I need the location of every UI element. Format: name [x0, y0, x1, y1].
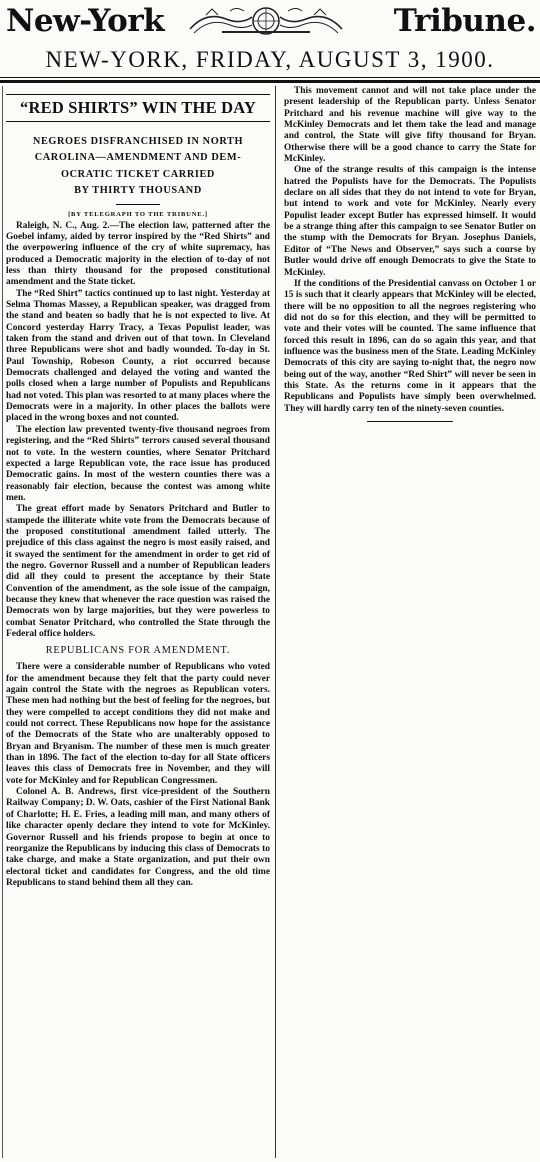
headline: “RED SHIRTS” WIN THE DAY — [6, 94, 270, 122]
deck-rule — [116, 204, 160, 205]
deck-line: NEGROES DISFRANCHISED IN NORTH — [32, 136, 244, 147]
rule-top-thin — [0, 77, 540, 78]
subhead: REPUBLICANS FOR AMENDMENT. — [45, 645, 231, 657]
masthead-name-left: New-York — [6, 3, 165, 39]
deck-line: CAROLINA—AMENDMENT AND DEM- — [34, 152, 242, 164]
masthead — [0, 0, 540, 44]
deck-line: OCRATIC TICKET CARRIED — [61, 168, 215, 180]
byline: [BY TELEGRAPH TO THE TRIBUNE.] — [68, 210, 208, 218]
rule-top-thick — [0, 80, 540, 83]
left-column — [6, 86, 270, 889]
paragraph: One of the strange results of this campaign is the intense hatred the Populists have for the Democrats. The Populists declare on all sides that they do not intend to vote for Bryan, but intend to work and vote for McKinley. Nearly every Populist leader except Butler has expressed himself. It would be a strange thing after this campaign to see Senator Butler on the stump with the Democrats for Bryan. Josephus Daniels, Editor of “The News and Observer,” says such a course by Butler would drive off enough Democrats to give the State to McKinley. — [284, 165, 536, 278]
dateline: NEW-YORK, FRIDAY, AUGUST 3, 1900. — [45, 47, 495, 72]
left-margin-rule — [2, 86, 3, 1158]
paragraph: If the conditions of the Presidential canvass on October 1 or 15 is such that it clearly appears that McKinley will be elected, there will be no opposition to all the negroes registering who did not do so for this election, and they will be permitted to vote and their votes will be counted. The same influence that forced this result in 1896, can do so again this year, and that influence was the business men of the State. Leading McKinley Democrats of this city are saying to-night that, the negro now being out of the way, another “Red Shirt” will never be seen in this State. As the returns come in it appears that the Republicans and Populists have simply been overwhelmed. They will hardly carry ten of the ninety-seven counties. — [284, 278, 536, 414]
right-column — [284, 86, 536, 422]
paragraph: Raleigh, N. C., Aug. 2.—The election law, patterned after the Goebel infamy, aided by terror inspired by the “Red Shirts” and the overpowering influence of the cry of white supremacy, has produced a Democratic majority in the election of to-day of not less than thirty thousand for the proposed constitutional amendment and the State ticket. — [6, 220, 270, 288]
paragraph: There were a considerable number of Republicans who voted for the amendment because they felt that the party could never again control the State with the negroes as Republican voters. These men had nothing but the best of feeling for the negroes, but they were compelled to accept conditions they did not make and could not correct. These Republicans now hope for the assistance of the Democrats of the State who are unalterably opposed to Bryan and Bryanism. The number of these men is much greater than in 1896. The fact of the election to-day for all State officers leaves this class of Democrats free in November, and they will vote for McKinley and for Republican Congressmen. — [6, 662, 270, 786]
paragraph: This movement cannot and will not take place under the present leadership of the Republican party. Unless Senator Pritchard and his revenue machine will give way to the McKinley Democrats and let them take the lead and manage and control, the State will give fifty thousand for Bryan. Otherwise there will be a good chance to carry the State for McKinley. — [284, 86, 536, 165]
end-rule — [367, 421, 453, 422]
masthead-name-right: Tribune. — [393, 3, 536, 39]
column-divider — [275, 86, 276, 1158]
paragraph: The great effort made by Senators Pritchard and Butler to stampede the illiterate white vote from the Democrats because of the proposed constitutional amendment failed utterly. The prejudice of this class against the negro is most easily raised, and it swayed the sentiment for the amendment in order to get rid of the negro. Governor Russell and a number of Republican leaders did all they could to present the acceptance by their State Convention of the amendment, as the sole issue of the campaign, because they knew that whenever the race question was raised the Democrats won by large majorities, but they were powerless to combat Senator Pritchard, who controlled the State through the Federal office holders. — [6, 504, 270, 639]
seal-icon — [186, 3, 346, 39]
paragraph: The election law prevented twenty-five thousand negroes from registering, and the “Red Shirts” terrors caused several thousand not to vote. In the western counties, where Senator Pritchard expected a large Republican vote, the race issue has produced Democratic gains. In most of the western counties there was a reasonably fair election, because the contest was among white men. — [6, 424, 270, 503]
paragraph: The “Red Shirt” tactics continued up to last night. Yesterday at Selma Thomas Massey, a Republican speaker, was dragged from the stand and beaten so badly that he is not expected to live. At Concord yesterday Harry Tracy, a Texas Populist leader, was taken from the stand and driven out of that town. In Cleveland three Republicans were shot and badly wounded. To-day in St. Paul Township, Robeson County, a riot occurred because Democrats challenged and delayed the voting and wanted the polls closed when a large number of Populists and Republicans had not voted. This plan was resorted to at many places where the Democrats were in a majority. In other places the ballots were placed in the wrong boxes and not counted. — [6, 288, 270, 424]
deck-line: BY THIRTY THOUSAND — [74, 185, 202, 197]
paragraph: Colonel A. B. Andrews, first vice-president of the Southern Railway Company; D. W. Oats, cashier of the First National Bank of Charlotte; H. E. Fries, a leading mill man, and many others of like character openly declare they intend to vote for McKinley. Governor Russell and his friends propose to begin at once to reorganize the Republicans by inducing this class of Democrats to take charge, and make a State organization, and put their own electoral ticket and candidates for Congress, and the old time Republicans to stand behind them all they can. — [6, 787, 270, 888]
deck — [6, 134, 270, 200]
